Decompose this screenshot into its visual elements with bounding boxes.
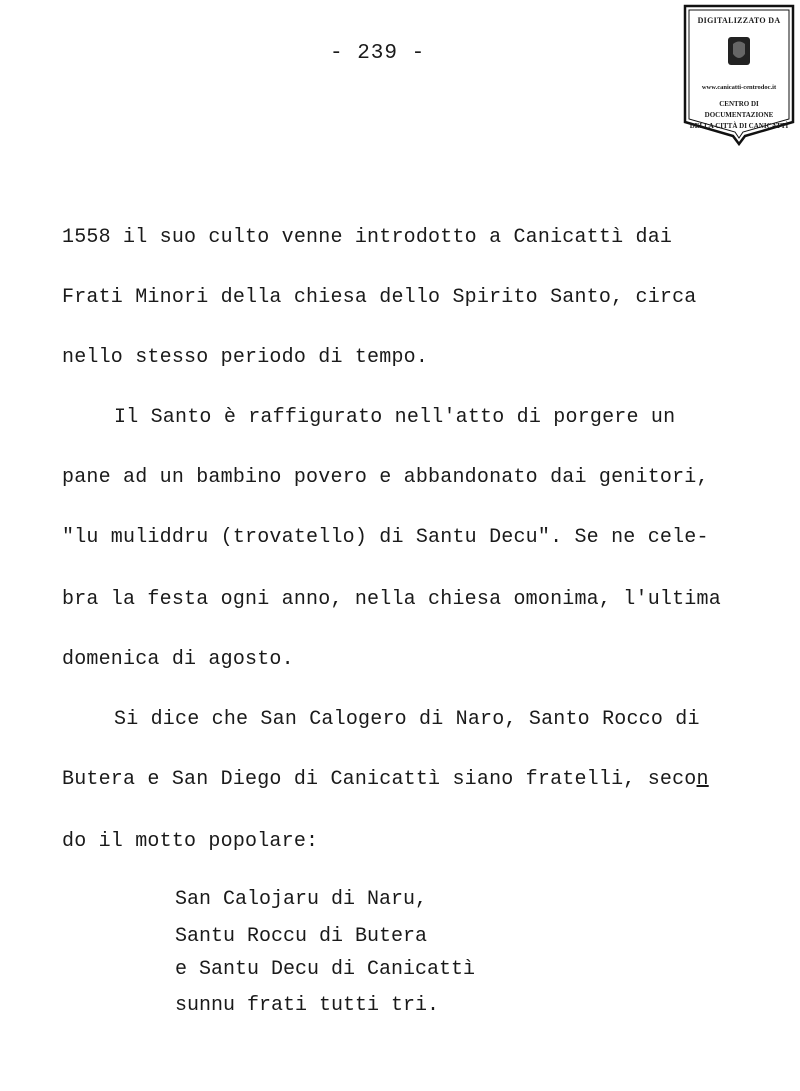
text-line xyxy=(62,768,709,791)
text-line: Il Santo è raffigurato nell'atto di porgere un xyxy=(114,406,676,429)
page-number: - 239 - xyxy=(330,42,426,65)
text-line: domenica di agosto. xyxy=(62,648,294,671)
verse-line: San Calojaru di Naru, xyxy=(175,888,428,911)
text-line: "lu muliddru (trovatello) di Santu Decu". Se ne cele- xyxy=(62,526,709,549)
text-line: Si dice che San Calogero di Naro, Santo Rocco di xyxy=(114,708,700,731)
digitization-stamp xyxy=(683,4,795,146)
text-line: nello stesso periodo di tempo. xyxy=(62,346,429,369)
verse-line: e Santu Decu di Canicattì xyxy=(175,958,476,981)
verse-line: sunnu frati tutti tri. xyxy=(175,994,440,1017)
text-line: 1558 il suo culto venne introdotto a Canicattì dai xyxy=(62,226,673,249)
text-line: do il motto popolare: xyxy=(62,830,319,853)
underlined-letter: n xyxy=(696,768,709,791)
text-line: Frati Minori della chiesa dello Spirito Santo, circa xyxy=(62,286,697,309)
stamp-title: DIGITALIZZATO DA xyxy=(697,16,781,25)
stamp-center-line2: DELLA CITTÀ DI CANICATTÌ xyxy=(689,122,789,130)
coat-of-arms-icon xyxy=(727,36,751,66)
text-line: bra la festa ogni anno, nella chiesa omonima, l'ultima xyxy=(62,588,721,611)
text-line-content: Butera e San Diego di Canicattì siano fratelli, seco xyxy=(62,768,697,791)
verse-line: Santu Roccu di Butera xyxy=(175,925,428,948)
text-line: pane ad un bambino povero e abbandonato dai genitori, xyxy=(62,466,709,489)
stamp-url: www.canicatti-centrodoc.it xyxy=(701,84,777,91)
stamp-center-name xyxy=(689,99,789,132)
stamp-center-line1: CENTRO DI DOCUMENTAZIONE xyxy=(704,100,774,119)
